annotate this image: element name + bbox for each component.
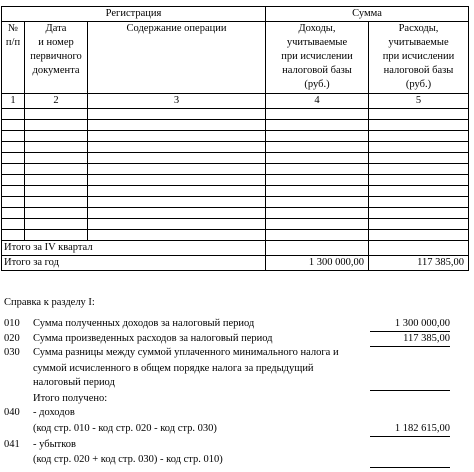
- empty-cell: [266, 164, 369, 175]
- empty-cell: [2, 109, 25, 120]
- empty-cell: [2, 175, 25, 186]
- empty-cell: [88, 131, 266, 142]
- empty-row: [2, 109, 469, 120]
- empty-cell: [88, 142, 266, 153]
- empty-rows: [2, 109, 469, 241]
- line-text: суммой исчисленного в общем порядке налога за предыдущий: [33, 363, 314, 374]
- line-text: Сумма полученных доходов за налоговый период: [33, 318, 255, 329]
- line-text: (код стр. 020 + код стр. 030) - код стр. 010): [33, 454, 223, 465]
- empty-cell: [88, 197, 266, 208]
- empty-cell: [88, 230, 266, 241]
- reference-line: [0, 317, 474, 331]
- empty-cell: [25, 230, 88, 241]
- line-code: 041: [4, 439, 20, 450]
- empty-cell: [25, 142, 88, 153]
- empty-cell: [2, 131, 25, 142]
- empty-cell: [266, 197, 369, 208]
- empty-row: [2, 131, 469, 142]
- empty-cell: [369, 142, 469, 153]
- reference-line: [0, 376, 474, 390]
- empty-cell: [2, 120, 25, 131]
- reference-line: [0, 406, 474, 420]
- empty-row: [2, 230, 469, 241]
- empty-cell: [266, 186, 369, 197]
- empty-cell: [25, 175, 88, 186]
- column-number: 2: [25, 94, 88, 109]
- empty-cell: [25, 197, 88, 208]
- empty-cell: [369, 197, 469, 208]
- empty-cell: [88, 219, 266, 230]
- empty-cell: [266, 131, 369, 142]
- reference-line: [0, 392, 474, 406]
- empty-cell: [88, 208, 266, 219]
- column-number: 1: [2, 94, 25, 109]
- col-content-header: Содержание операции: [88, 22, 266, 94]
- line-value: [370, 376, 450, 391]
- empty-cell: [266, 230, 369, 241]
- empty-cell: [88, 120, 266, 131]
- empty-cell: [2, 186, 25, 197]
- empty-cell: [25, 131, 88, 142]
- empty-row: [2, 208, 469, 219]
- empty-row: [2, 186, 469, 197]
- empty-cell: [25, 186, 88, 197]
- reference-line: [0, 438, 474, 452]
- col-expense-header: Расходы, учитываемые при исчислении налоговой базы (руб.): [369, 22, 469, 94]
- empty-cell: [2, 197, 25, 208]
- empty-cell: [369, 131, 469, 142]
- empty-cell: [25, 120, 88, 131]
- empty-cell: [266, 142, 369, 153]
- empty-cell: [88, 164, 266, 175]
- total-year-label: Итого за год: [2, 256, 266, 271]
- empty-cell: [2, 219, 25, 230]
- empty-cell: [266, 153, 369, 164]
- empty-cell: [88, 186, 266, 197]
- total-q4-label: Итого за IV квартал: [2, 241, 266, 256]
- line-text: налоговый период: [33, 377, 115, 388]
- empty-cell: [88, 109, 266, 120]
- col-income-header: Доходы, учитываемые при исчислении налоговой базы (руб.): [266, 22, 369, 94]
- reference-line: [0, 422, 474, 436]
- column-numbers-row: [2, 94, 469, 109]
- empty-cell: [369, 164, 469, 175]
- col-date-header: Дата и номер первичного документа: [25, 22, 88, 94]
- line-code: 010: [4, 318, 20, 329]
- col-number-header: № п/п: [2, 22, 25, 94]
- empty-cell: [369, 208, 469, 219]
- line-value: [370, 453, 450, 468]
- registration-header: Регистрация: [2, 7, 266, 22]
- empty-cell: [266, 120, 369, 131]
- empty-cell: [369, 186, 469, 197]
- empty-cell: [266, 219, 369, 230]
- empty-cell: [88, 175, 266, 186]
- line-value: 1 182 615,00: [370, 422, 450, 437]
- line-value: 117 385,00: [370, 332, 450, 347]
- column-number: 4: [266, 94, 369, 109]
- reference-title: Справка к разделу I:: [4, 297, 95, 308]
- header-row-top: [2, 7, 469, 22]
- total-year-income: 1 300 000,00: [266, 256, 369, 271]
- total-year-expense: 117 385,00: [369, 256, 469, 271]
- column-number: 5: [369, 94, 469, 109]
- empty-cell: [266, 175, 369, 186]
- header-row-columns: [2, 22, 469, 94]
- empty-row: [2, 219, 469, 230]
- sum-header: Сумма: [266, 7, 469, 22]
- empty-row: [2, 120, 469, 131]
- empty-row: [2, 197, 469, 208]
- ledger-table: [1, 6, 469, 271]
- empty-cell: [2, 208, 25, 219]
- empty-cell: [369, 153, 469, 164]
- total-q4-row: [2, 241, 469, 256]
- empty-cell: [25, 164, 88, 175]
- line-text: Итого получено:: [33, 393, 108, 404]
- line-text: Сумма произведенных расходов за налоговый период: [33, 333, 273, 344]
- empty-cell: [266, 109, 369, 120]
- empty-cell: [25, 219, 88, 230]
- reference-line: [0, 362, 474, 376]
- empty-cell: [2, 153, 25, 164]
- line-code: 030: [4, 347, 20, 358]
- empty-cell: [2, 230, 25, 241]
- reference-line: [0, 332, 474, 346]
- total-year-row: [2, 256, 469, 271]
- empty-cell: [369, 120, 469, 131]
- line-text: Сумма разницы между суммой уплаченного минимального налога и: [33, 347, 339, 358]
- empty-cell: [25, 208, 88, 219]
- empty-row: [2, 153, 469, 164]
- total-q4-expense: [369, 241, 469, 256]
- line-text: (код стр. 010 - код стр. 020 - код стр. 030): [33, 423, 217, 434]
- empty-row: [2, 175, 469, 186]
- total-q4-income: [266, 241, 369, 256]
- reference-line: [0, 453, 474, 467]
- empty-cell: [369, 175, 469, 186]
- line-code: 040: [4, 407, 20, 418]
- empty-cell: [25, 109, 88, 120]
- reference-line: [0, 346, 474, 360]
- empty-cell: [25, 153, 88, 164]
- empty-cell: [266, 208, 369, 219]
- empty-cell: [2, 164, 25, 175]
- line-text: - убытков: [33, 439, 76, 450]
- empty-cell: [88, 153, 266, 164]
- line-value: 1 300 000,00: [370, 317, 450, 332]
- empty-row: [2, 164, 469, 175]
- empty-cell: [369, 219, 469, 230]
- empty-row: [2, 142, 469, 153]
- column-number: 3: [88, 94, 266, 109]
- line-code: 020: [4, 333, 20, 344]
- empty-cell: [2, 142, 25, 153]
- empty-cell: [369, 230, 469, 241]
- line-text: - доходов: [33, 407, 75, 418]
- empty-cell: [369, 109, 469, 120]
